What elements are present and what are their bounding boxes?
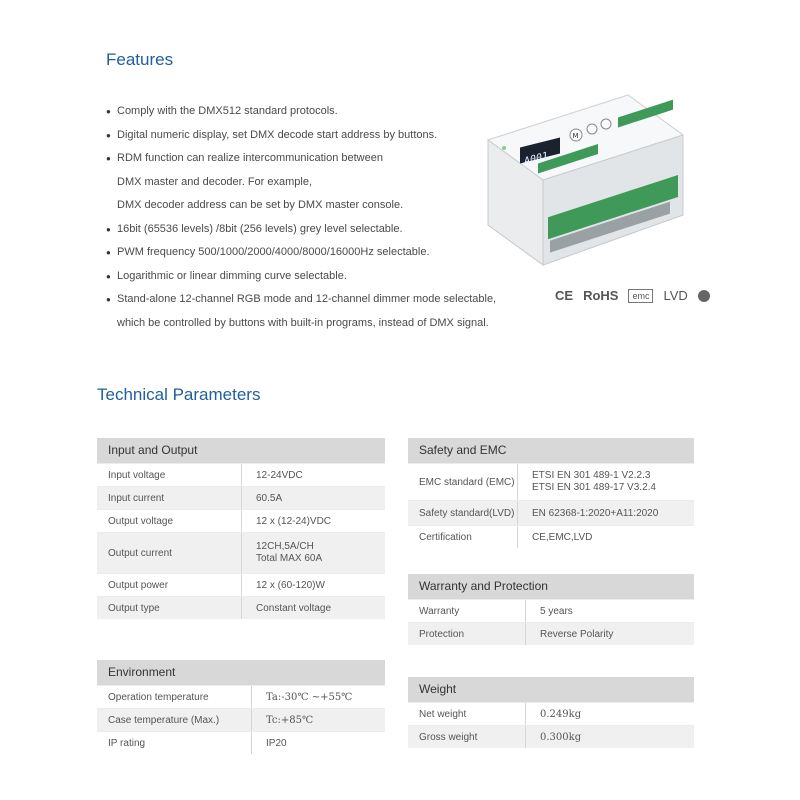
feature-line: ● Comply with the DMX512 standard protocols. [117, 105, 338, 117]
weight-table [408, 677, 694, 748]
row-label: Output power [97, 574, 242, 596]
row-value-line: ETSI EN 301 489-17 V3.2.4 [532, 482, 656, 493]
row-value: 0.300kg [540, 731, 582, 743]
numeric-display-text: A001 [524, 150, 549, 168]
row-value: IP20 [266, 737, 287, 749]
input-output-table [97, 438, 385, 619]
feature-line: ● 16bit (65536 levels) /8bit (256 levels) grey level selectable. [117, 222, 403, 235]
lvd-mark-icon: LVD [663, 288, 688, 303]
feature-line: ● RDM function can realize intercommunication between [117, 152, 383, 164]
down-button [601, 119, 611, 129]
feature-line: ● Stand-alone 12-channel RGB mode and 12-channel dimmer mode selectable, [117, 293, 497, 305]
row-value: 12 x (12-24)VDC [256, 515, 332, 527]
table-row [97, 685, 385, 708]
table-row [408, 702, 694, 725]
row-label: Warranty [408, 600, 526, 622]
row-value [242, 533, 322, 573]
row-value: EN 62368-1:2020+A11:2020 [532, 507, 659, 519]
row-value: 12-24VDC [256, 469, 303, 481]
table-row [408, 725, 694, 748]
c-tick-mark-icon [698, 290, 710, 302]
row-value-line: 12CH,5A/CH [256, 541, 314, 552]
table-row [408, 463, 694, 500]
feature-item [106, 218, 506, 242]
environment-table [97, 660, 385, 754]
table-header: Environment [97, 660, 385, 685]
status-led [502, 146, 506, 150]
mode-button-label: M [572, 132, 579, 140]
row-value: Tc:+85℃ [266, 714, 314, 726]
row-value: 60.5A [256, 492, 283, 504]
table-header: Safety and EMC [408, 438, 694, 463]
table-row [97, 708, 385, 731]
feature-item [106, 124, 506, 148]
row-label: Safety standard(LVD) [408, 501, 518, 525]
table-row [97, 731, 385, 754]
warranty-protection-table [408, 574, 694, 645]
features-list [106, 100, 506, 335]
table-row [97, 573, 385, 596]
ce-mark-icon: CE [555, 288, 574, 303]
table-header: Input and Output [97, 438, 385, 463]
row-label: Output type [97, 597, 242, 619]
feature-line: which be controlled by buttons with built-in programs, instead of DMX signal. [117, 316, 489, 329]
safety-emc-table [408, 438, 694, 548]
table-row [408, 525, 694, 548]
feature-item [106, 100, 506, 124]
feature-line: ● Logarithmic or linear dimming curve selectable. [117, 269, 347, 282]
row-value: 12 x (60-120)W [256, 579, 325, 591]
row-label: Input voltage [97, 464, 242, 486]
row-value [518, 464, 656, 500]
row-label: Input current [97, 487, 242, 509]
feature-line: ● Digital numeric display, set DMX decode start address by buttons. [117, 128, 438, 141]
table-row [97, 509, 385, 532]
feature-item [106, 147, 506, 218]
table-header: Weight [408, 677, 694, 702]
certification-logos [555, 288, 710, 303]
row-label: Gross weight [408, 726, 526, 748]
feature-line: DMX master and decoder. For example, [117, 175, 313, 188]
row-label: Net weight [408, 703, 526, 725]
row-value: Constant voltage [256, 602, 332, 614]
row-value: Ta:-30℃ ~+55℃ [266, 691, 353, 703]
row-value: Reverse Polarity [540, 628, 614, 640]
features-title: Features [106, 50, 174, 69]
feature-item [106, 288, 506, 335]
row-value-line: ETSI EN 301 489-1 V2.2.3 [532, 470, 651, 481]
row-label: IP rating [97, 732, 252, 754]
dmx-decoder-device-image [478, 80, 688, 280]
feature-line: ● PWM frequency 500/1000/2000/4000/8000/16000Hz selectable. [117, 246, 430, 258]
table-header: Warranty and Protection [408, 574, 694, 599]
up-button [587, 124, 597, 134]
row-value-line: Total MAX 60A [256, 553, 323, 564]
row-label: Output current [97, 533, 242, 573]
row-value: 5 years [540, 605, 573, 617]
table-row [408, 622, 694, 645]
row-label: Operation temperature [97, 686, 252, 708]
table-row [97, 486, 385, 509]
technical-parameters-title: Technical Parameters [97, 385, 261, 404]
row-label: Output voltage [97, 510, 242, 532]
row-label: EMC standard (EMC) [408, 464, 518, 500]
feature-line: DMX decoder address can be set by DMX master console. [117, 199, 404, 211]
table-row [97, 463, 385, 486]
feature-item [106, 265, 506, 289]
table-row [97, 596, 385, 619]
row-value: CE,EMC,LVD [532, 531, 593, 543]
row-value: 0.249kg [540, 708, 582, 720]
table-row [408, 500, 694, 525]
feature-item [106, 241, 506, 265]
rohs-mark-icon: RoHS [583, 288, 619, 303]
emc-mark-icon: emc [628, 289, 653, 303]
row-label: Protection [408, 623, 526, 645]
row-label: Case temperature (Max.) [97, 709, 252, 731]
table-row [408, 599, 694, 622]
row-label: Certification [408, 526, 518, 548]
table-row [97, 532, 385, 573]
